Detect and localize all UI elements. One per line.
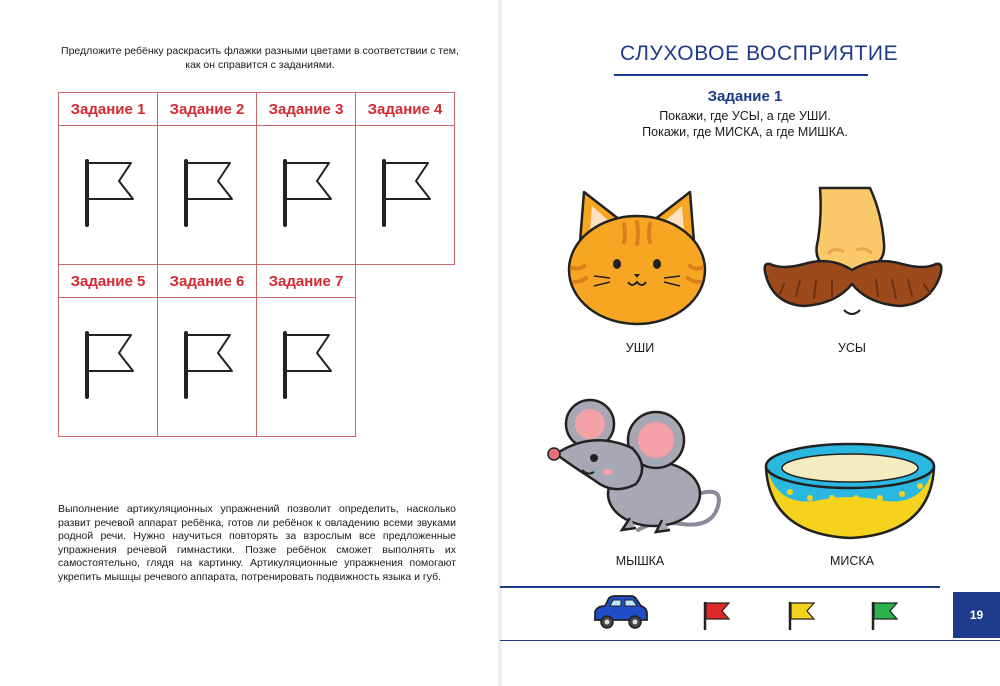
- task-instructions: [590, 108, 900, 140]
- caption-mouse: МЫШКА: [615, 554, 665, 568]
- bottom-rule-lower: [500, 640, 1000, 641]
- flag-outline-icon: [180, 159, 240, 229]
- green-flag-icon: [870, 600, 900, 632]
- articulation-paragraph: Выполнение артикуляционных упражнений позволит определить, насколько развит речевой аппарат ребёнка, готов ли ребёнок к овладению всеми звуками родной речи. Нужно научиться повторять за взрослым все предложенные упражнения речевой гимнастики. Позже ребёнок сможет выполнять их самостоятельно, глядя на картинку. Артикуляционные упражнения помогают укрепить мышцы речевого аппарата, потренировать подвижность языка и губ.: [58, 503, 456, 583]
- page-number: 19: [953, 592, 1000, 638]
- caption-bowl: МИСКА: [829, 554, 875, 568]
- cat-face-picture[interactable]: [562, 182, 712, 327]
- task-cell-6[interactable]: [157, 264, 257, 437]
- yellow-flag-icon: [787, 600, 817, 632]
- task-cell-label: Задание 1: [59, 93, 157, 126]
- task-cell-label: Задание 7: [257, 265, 355, 298]
- task-cell-2[interactable]: [157, 92, 257, 265]
- flag-outline-icon: [279, 159, 339, 229]
- task-cell-3[interactable]: [256, 92, 356, 265]
- task-cell-5[interactable]: [58, 264, 158, 437]
- task-cell-7[interactable]: [256, 264, 356, 437]
- mouse-picture[interactable]: [542, 396, 742, 536]
- flag-outline-icon: [378, 159, 438, 229]
- task-title: Задание 1: [707, 88, 783, 105]
- task-cell-1[interactable]: [58, 92, 158, 265]
- task-cell-label: Задание 5: [59, 265, 157, 298]
- bottom-rule: [500, 586, 940, 588]
- title-underline: [614, 74, 868, 76]
- caption-mustache: УСЫ: [837, 341, 867, 355]
- bowl-picture[interactable]: [760, 438, 940, 542]
- task-cell-4[interactable]: [355, 92, 455, 265]
- flag-outline-icon: [180, 331, 240, 401]
- flag-outline-icon: [81, 331, 141, 401]
- task-cell-label: Задание 6: [158, 265, 256, 298]
- book-gutter: [498, 0, 502, 686]
- task-cell-label: Задание 2: [158, 93, 256, 126]
- task-cell-label: Задание 3: [257, 93, 355, 126]
- flag-outline-icon: [81, 159, 141, 229]
- flag-outline-icon: [279, 331, 339, 401]
- task-line-2: Покажи, где МИСКА, а где МИШКА.: [642, 125, 848, 139]
- red-flag-icon: [702, 600, 732, 632]
- mustache-picture[interactable]: [760, 184, 950, 324]
- task-line-1: Покажи, где УСЫ, а где УШИ.: [659, 109, 831, 123]
- page-title: СЛУХОВОЕ ВОСПРИЯТИЕ: [620, 42, 899, 65]
- intro-text: Предложите ребёнку раскрасить флажки разными цветами в соответствии с тем, как он справится с заданиями.: [61, 45, 459, 71]
- caption-cat: УШИ: [625, 341, 655, 355]
- task-cell-label: Задание 4: [356, 93, 454, 126]
- car-icon: [591, 594, 649, 632]
